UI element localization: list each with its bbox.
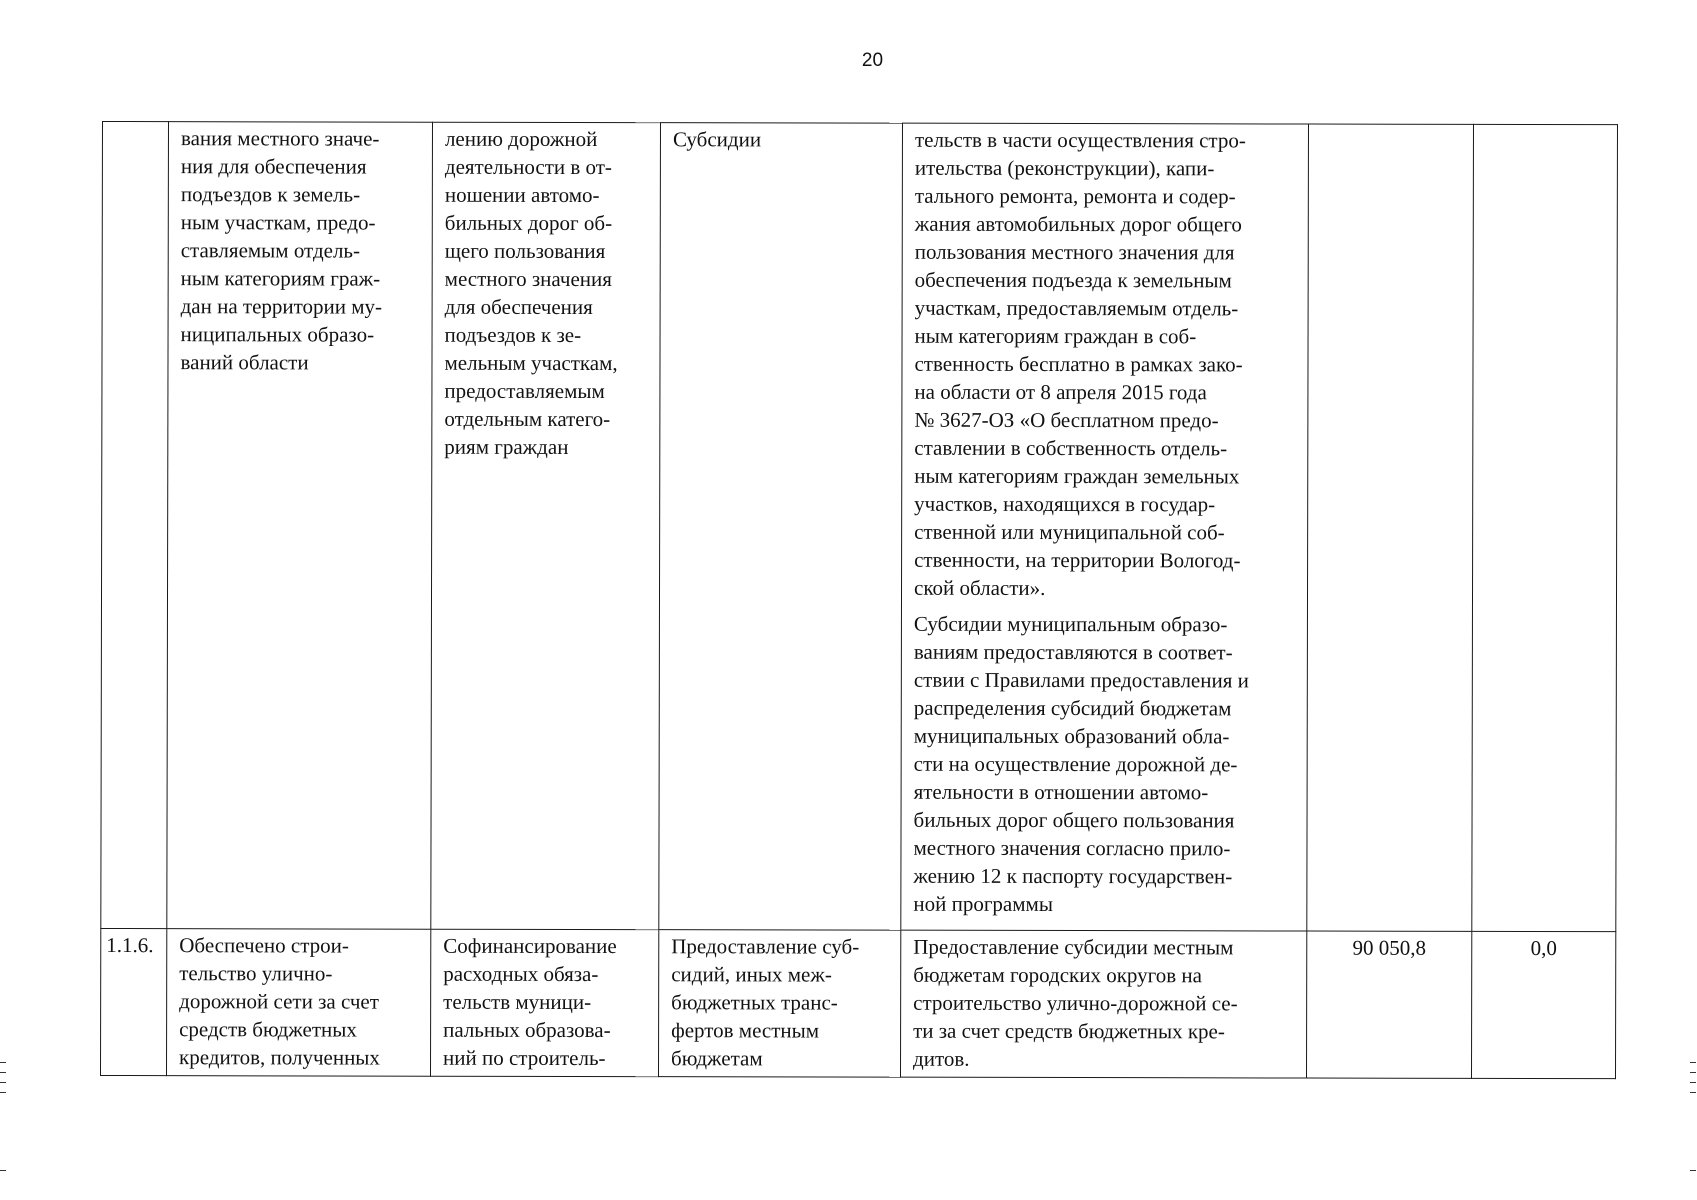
amount-1-cell: 90 050,8 xyxy=(1306,931,1471,1078)
margin-tick xyxy=(0,1170,6,1171)
page-number: 20 xyxy=(861,50,884,71)
measures-table xyxy=(100,121,1618,1079)
measure-cell xyxy=(431,122,661,929)
table-row-1-1-6 xyxy=(101,928,1616,1078)
amount-2-cell: 0,0 xyxy=(1471,931,1615,1078)
amount-1-cell xyxy=(1307,124,1474,931)
type-cell xyxy=(659,123,903,931)
margin-tick xyxy=(0,1062,6,1063)
result-cell xyxy=(167,122,433,930)
description-text: Предоставление субсидии местным бюджетам городских округов на строительство улично-дорожной се- ти за счет средств бюджетных кре- дитов. xyxy=(913,934,1238,1071)
margin-tick xyxy=(0,1092,6,1093)
measure-text: Софинансирование расходных обяза- тельств муници- пальных образова- ний по строитель- xyxy=(443,933,617,1071)
description-cell xyxy=(900,930,1306,1078)
margin-tick xyxy=(1690,1072,1696,1073)
type-text: Субсидии xyxy=(672,127,762,152)
description-paragraph-1: тельств в части осуществления стро- ительства (реконструкции), капи- тального ремонта, ремонта и содер- жания автомобильных дорог общего пользования местного значения для обеспечения подъезда к земельным участкам, предоставляемым отдель- ным категориям граждан в соб- ственность бесплатно в рамках зако- на области от 8 апреля 2015 года № 3627-ОЗ «О бесплатном предо- ставлении в собственность отдель- ным категориям граждан земельных участков, находящихся в государ- ственной или муниципальной соб- ственности, на территории Вологод- ской области». xyxy=(913,127,1246,600)
description-paragraph-2: Субсидии муниципальным образо- ваниям предоставляются в соответ- ствии с Правилами предоставления и распределения субсидий бюджетам муниципальных образований обла- сти на осуществление дорожной де- ятельности в отношении автомо- бильных дорог общего пользования местного значения согласно прило- жению 12 к паспорту государствен- ной программы xyxy=(913,611,1249,916)
amount-2-cell xyxy=(1472,124,1618,931)
result-text: вания местного значе- ния для обеспечения подъездов к земель- ным участкам, предо- ставляемым отдель- ным категориям граж- дан на территории му- ниципальных образо- ваний области xyxy=(180,126,383,375)
type-text: Предоставление суб- сидий, иных меж- бюджетных транс- фертов местным бюджетам xyxy=(671,934,860,1071)
row-number-cell xyxy=(101,122,169,929)
margin-tick xyxy=(1690,1170,1696,1171)
description-cell xyxy=(901,123,1309,931)
margin-tick xyxy=(0,1082,6,1083)
margin-tick xyxy=(1690,1082,1696,1083)
row-number-cell: 1.1.6. xyxy=(101,928,167,1075)
result-cell xyxy=(167,929,431,1077)
measure-cell xyxy=(431,929,659,1076)
margin-tick xyxy=(0,1072,6,1073)
table-row-continuation xyxy=(101,122,1618,932)
type-cell xyxy=(658,930,900,1078)
margin-tick xyxy=(1690,1062,1696,1063)
margin-tick xyxy=(1690,1092,1696,1093)
result-text: Обеспечено строи- тельство улично- дорожной сети за счет средств бюджетных кредитов, полученных xyxy=(179,933,380,1070)
measure-text: лению дорожной деятельности в от- ношении автомо- бильных дорог об- щего пользования местного значения для обеспечения подъездов к зе- мельным участкам, предоставляемым отдельным катего- риям граждан xyxy=(444,126,618,459)
